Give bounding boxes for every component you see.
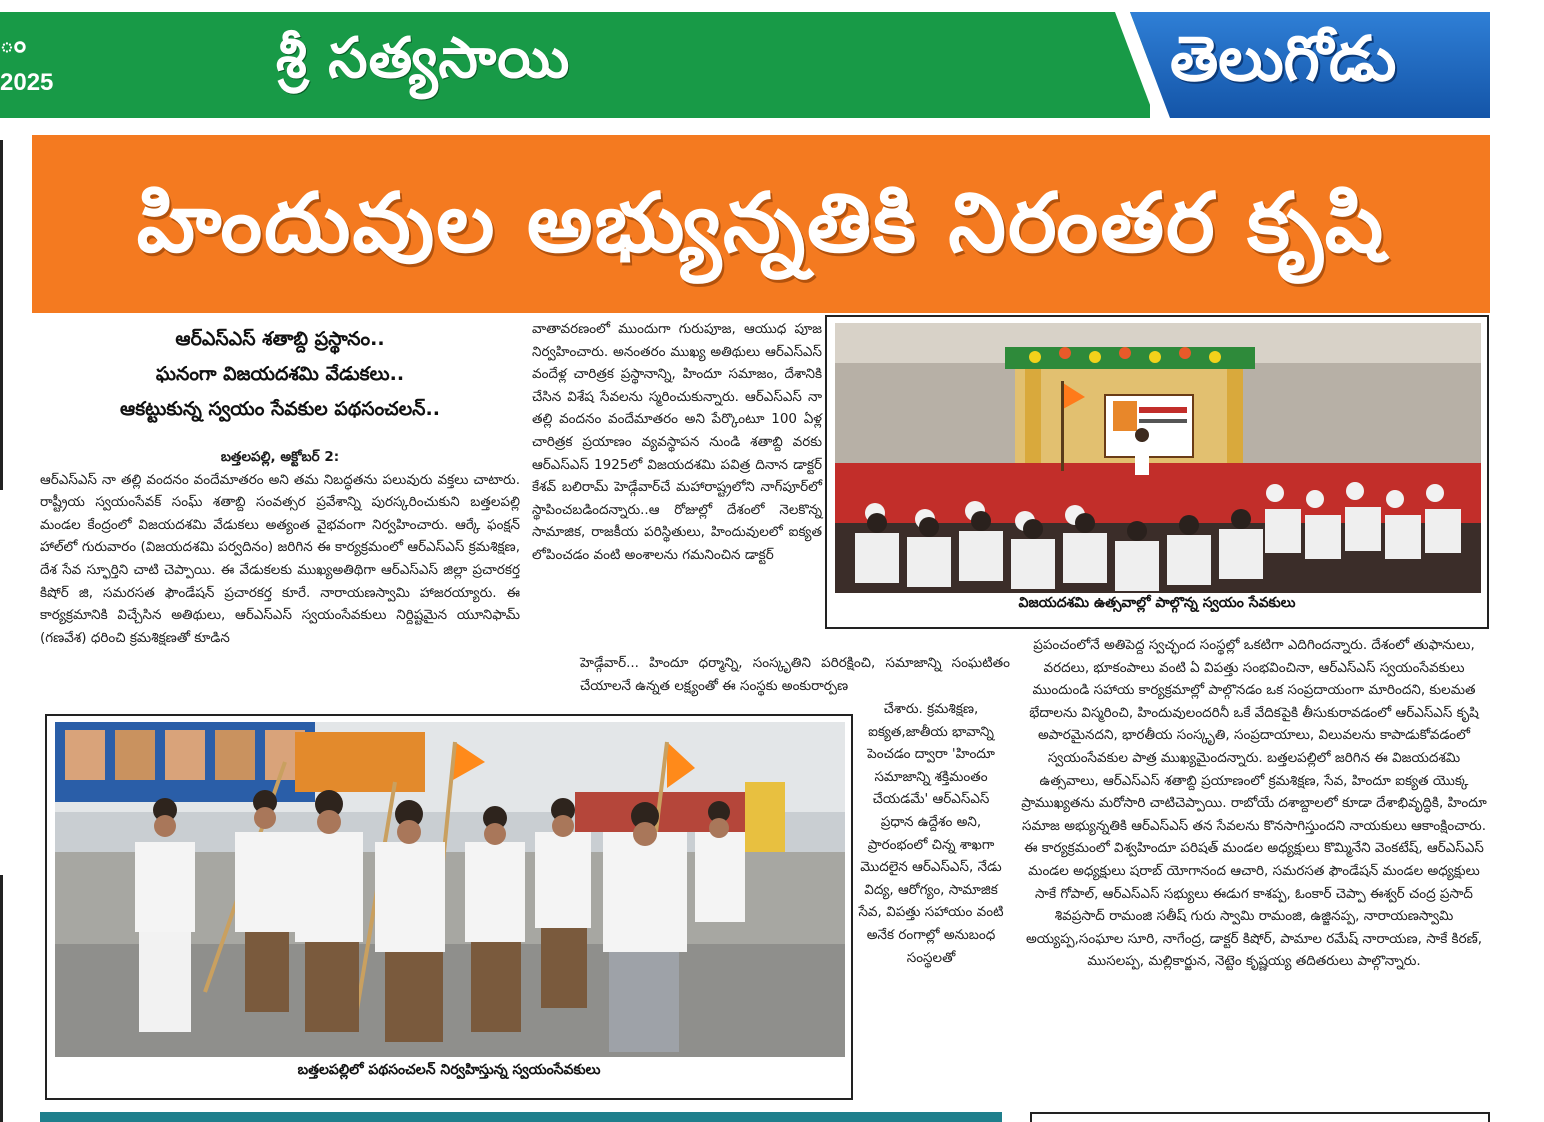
article-column-2-narrow: [856, 698, 1006, 969]
article-column-3: [1020, 634, 1488, 973]
sub-headline: ఆర్ఎస్ఎస్ శతాబ్ది ప్రస్థానం..: [175, 328, 385, 350]
article-text: ఆర్ఎస్ఎస్ నా తల్లి వందనం వందేమాతరం అని తమ నిబద్ధతను పలువురు వక్తలు చాటారు. రాష్ట్రీయ స్వయంసేవక్ సంఘ్ శతాబ్ది సంవత్సర ప్రవేశాన్ని పురస్కరించుకుని బత్తలపల్లి మండల కేంద్రంలో విజయదశమి వేడుకలు అత్యంత వైభవంగా నిర్వహించారు. ఆర్కే ఫంక్షన్ హాల్‌లో గురువారం (విజయదశమి పర్వదినం) జరిగిన ఈ కార్యక్రమంలో ఆర్ఎస్ఎస్ క్రమశిక్షణ, దేశ సేవ స్ఫూర్తిని చాటి చెప్పాయి. ఈ వేడుకలకు ముఖ్యఅతిథిగా ఆర్ఎస్ఎస్ జిల్లా ప్రచారకర్త కిషోర్ జి, సమరసత ఫౌండేషన్ ప్రచారకర్త కూరే. నారాయణస్వామి హాజరయ్యారు. ఈ కార్యక్రమానికి విచ్చేసిన అతిథులు, ఆర్ఎస్ఎస్ స్వయంసేవకులు నిర్దిష్టమైన యూనిఫామ్ (గణవేశ) ధరించి క్రమశిక్షణతో కూడిన: [40, 471, 520, 646]
article-column-2-wide: [580, 652, 1010, 697]
bottom-box-border: [1030, 1112, 1490, 1122]
hall-event-photo: [835, 323, 1481, 593]
masthead-green-band: [0, 12, 1150, 118]
article-column-1: [40, 446, 520, 649]
edition-date-line2: 2025: [0, 69, 54, 96]
article-column-2: [532, 318, 822, 567]
bottom-teal-band: [40, 1112, 1002, 1122]
edition-date: [0, 26, 53, 102]
march-photo-caption: బత్తలపల్లిలో పథసంచలన్ నిర్వహిస్తున్న స్వయంసేవకులు: [297, 1062, 601, 1078]
left-column-rule-lower: [0, 875, 3, 1122]
headline-band: [32, 135, 1490, 313]
hall-photo-frame: [825, 315, 1489, 629]
headline: హిందువుల అభ్యున్నతికి నిరంతర కృషి: [136, 176, 1386, 271]
left-column-rule: [0, 140, 3, 490]
hall-event-illustration: [835, 323, 1481, 593]
article-text: వాతావరణంలో ముందుగా గురుపూజ, ఆయుధ పూజ నిర్వహించారు. అనంతరం ముఖ్య అతిథులు ఆర్ఎస్ఎస్ వందేళ్ల చారిత్రక ప్రస్థానాన్ని, హిందూ సమాజం, దేశానికి చేసిన విశేష సేవలను స్మరించుకున్నారు. ఆర్ఎస్ఎస్ నా తల్లి వందనం వందేమాతరం అని పేర్కొంటూ 100 ఏళ్ల చారిత్రక ప్రయాణం వ్యవస్థాపన నుండి శతాబ్ది వరకు ఆర్ఎస్ఎస్ 1925లో విజయదశమి పవిత్ర దినాన డాక్టర్ కేశవ్ బలిరామ్ హెడ్గేవార్‌చే మహారాష్ట్రలోని నాగ్‌పూర్‌లో స్థాపించబడిందన్నారు..ఆ రోజుల్లో దేశంలో నెలకొన్న సామాజిక, రాజకీయ పరిస్థితులు, హిందువులలో ఐక్యత లోపించడం వంటి అంశాలను గమనించిన డాక్టర్: [532, 321, 822, 563]
newspaper-logo: తెలుగోడు: [1170, 22, 1397, 95]
dateline: బత్తలపల్లి, అక్టోబర్ 2:: [220, 449, 340, 465]
sub-headlines: [40, 322, 520, 427]
hall-photo-caption: విజయదశమి ఉత్సవాల్లో పాల్గొన్న స్వయం సేవకులు: [1018, 595, 1296, 611]
sub-headline: ఘనంగా విజయదశమి వేడుకలు..: [155, 363, 405, 385]
sub-headline: ఆకట్టుకున్న స్వయం సేవకుల పథసంచలన్..: [120, 398, 440, 420]
article-text: ప్రపంచంలోనే అతిపెద్ద స్వచ్ఛంద సంస్థల్లో ఒకటిగా ఎదిగిందన్నారు. దేశంలో తుఫానులు, వరదలు, భూకంపాలు వంటి ఏ విపత్తు సంభవించినా, ఆర్ఎస్ఎస్ స్వయంసేవకులు ముందుండి సహాయ కార్యక్రమాల్లో పాల్గొనడం ఒక సంప్రదాయంగా మారిందని, కులమత భేదాలను విస్మరించి, హిందువులందరినీ ఒకే వేదికపైకి తీసుకురావడంలో ఆర్ఎస్ఎస్ కృషి అపారమైనదని, భారతీయ సంస్కృతి, సంప్రదాయాలు, విలువలను కాపాడుకోవడంలో స్వయంసేవకుల పాత్ర ముఖ్యమైందన్నారు. బత్తలపల్లిలో జరిగిన ఈ విజయదశమి ఉత్సవాలు, ఆర్ఎస్ఎస్ శతాబ్ది ప్రయాణంలో క్రమశిక్షణ, సేవ, హిందూ ఐక్యత యొక్క ప్రాముఖ్యతను మరోసారి చాటిచెప్పాయి. రాబోయే దశాబ్దాలలో కూడా దేశాభివృద్ధికి, హిందూ సమాజ అభ్యున్నతికి ఆర్ఎస్ఎస్ తన సేవలను కొనసాగిస్తుందని నాయకులు ఆకాంక్షించారు. ఈ కార్యక్రమంలో విశ్వహిందూ పరిషత్ మండల అధ్యక్షులు కొమ్మినేని వెంకటేష్, ఆర్ఎస్ఎస్ మండల అధ్యక్షులు షరాబ్ యోగానంద ఆచారి, సమరసత ఫౌండేషన్ మండల అధ్యక్షులు సాకే గోపాల్, ఆర్ఎస్ఎస్ సభ్యులు ఈడుగ కాశప్ప, ఓంకార్ చెప్పా ఈశ్వర్ చంద్ర ప్రసాద్ శివప్రసాద్ రామంజి సతీష్ గురు స్వామి రామంజి, ఉజ్జినప్ప, నారాయణస్వామి అయ్యప్ప,సంఘాల సూరి, నాగేంద్ర, డాక్టర్ కిషోర్, పామాల రమేష్ నారాయణ, సాకే కిరణ్, ముసలప్ప, మల్లికార్జున, నెట్టెం కృష్ణయ్య తదితరులు పాల్గొన్నారు.: [1021, 637, 1487, 970]
route-march-photo: [55, 722, 845, 1057]
route-march-illustration: [55, 722, 845, 1057]
march-photo-frame: [45, 714, 853, 1100]
article-text: హెడ్గేవార్... హిందూ ధర్మాన్ని, సంస్కృతిని పరిరక్షించి, సమాజాన్ని సంఘటితం చేయాలనే ఉన్నత లక్ష్యంతో ఈ సంస్థకు అంకురార్పణ: [580, 655, 1010, 694]
district-title: శ్రీ సత్యసాయి: [276, 26, 571, 91]
masthead: [0, 12, 1490, 118]
article-text: చేశారు. క్రమశిక్షణ, ఐక్యత,జాతీయ భావాన్ని పెంచడం ద్వారా 'హిందూ సమాజాన్ని శక్తిమంతం చేయడమే' ఆర్ఎస్ఎస్ ప్రధాన ఉద్దేశం అని, ప్రారంభంలో చిన్న శాఖగా మొదలైన ఆర్ఎస్ఎస్, నేడు విద్య, ఆరోగ్యం, సామాజిక సేవ, విపత్తు సహాయం వంటి అనేక రంగాల్లో అనుబంధ సంస్థలతో: [858, 701, 1004, 966]
edition-date-line1: ం: [0, 31, 27, 58]
